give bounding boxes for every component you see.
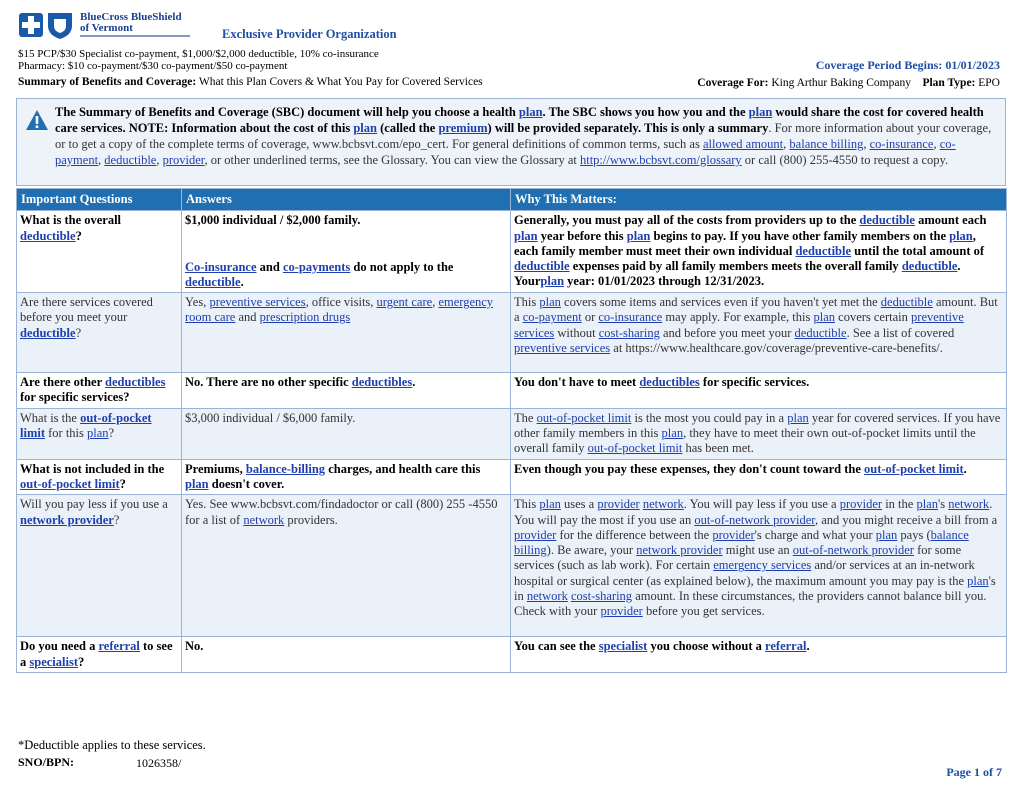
link-out-of-pocket-limit[interactable]: out-of-pocket limit xyxy=(864,461,964,476)
why-text: without xyxy=(554,325,599,340)
link-deductibles[interactable]: deductibles xyxy=(639,375,700,390)
answer-text: Yes, xyxy=(185,295,210,310)
answer-text: No. There are no other specific xyxy=(185,375,352,390)
question-text: to see a xyxy=(20,639,173,669)
coverage-for-value: King Arthur Baking Company xyxy=(771,77,911,89)
why-text: You don't have to meet xyxy=(514,375,640,390)
why-text: , they have to meet their own out-of-pocket limits until the overall family xyxy=(514,426,976,456)
question-text: for this xyxy=(45,426,88,441)
why-text: covers certain xyxy=(835,310,912,325)
link-deductible[interactable]: deductible xyxy=(104,153,157,167)
why-text: . xyxy=(963,461,967,476)
link-plan[interactable]: plan xyxy=(87,426,109,441)
link-deductible[interactable]: deductible xyxy=(514,259,570,274)
link-emergency-services[interactable]: emergency services xyxy=(713,558,812,573)
why-text: year for covered services. If you have other family members in this xyxy=(514,410,1001,441)
link-co-insurance[interactable]: Co-insurance xyxy=(185,259,257,274)
coverage-period: Coverage Period Begins: 01/01/2023 xyxy=(815,58,1000,72)
link-plan[interactable]: plan xyxy=(949,228,973,243)
why-text: or xyxy=(581,310,599,325)
why-cell xyxy=(511,373,1007,409)
notice-body: or call (800) 255-4550 to request a copy. xyxy=(741,153,949,167)
link-co-insurance[interactable]: co-insurance xyxy=(869,137,934,151)
plan-summary-line1: $15 PCP/$30 Specialist co-payment, $1,000/$2,000 deductible, 10% co-insurance xyxy=(18,48,379,60)
why-text: year before this xyxy=(537,228,627,243)
plan-summary-line2: Pharmacy: $10 co-payment/$30 co-payment/$50 co-payment xyxy=(18,60,288,72)
answer-text: . xyxy=(412,375,416,390)
why-text: uses a xyxy=(560,497,598,512)
why-text: The xyxy=(514,410,537,425)
link-plan[interactable]: plan xyxy=(518,105,543,119)
link-glossary[interactable]: http://www.bcbsvt.com/glossary xyxy=(579,153,742,167)
sbc-description: What this Plan Covers & What You Pay for Covered Services xyxy=(198,76,483,88)
notice-lead: . The SBC shows you how you and the xyxy=(542,105,749,119)
link-network[interactable]: network xyxy=(243,512,285,527)
link-allowed-amount[interactable]: allowed amount xyxy=(702,137,784,151)
link-provider[interactable]: provider xyxy=(597,497,640,512)
link-provider[interactable]: provider xyxy=(712,527,755,542)
answer-text: do not apply to the xyxy=(350,259,454,274)
question-text: ? xyxy=(108,426,115,441)
why-text: This xyxy=(514,497,540,512)
why-text: amount. But a xyxy=(514,295,998,325)
notice-lead: (called the xyxy=(377,121,439,135)
bcbs-logo xyxy=(18,10,198,44)
link-plan[interactable]: plan xyxy=(813,310,836,325)
link-urgent-care[interactable]: urgent care xyxy=(376,295,433,310)
why-text: is the most you could pay in a xyxy=(631,410,788,425)
why-cell xyxy=(511,459,1007,495)
link-deductible[interactable]: deductible xyxy=(880,295,933,310)
question-cell xyxy=(17,459,182,495)
answer-text: and xyxy=(256,259,283,274)
link-plan[interactable]: plan xyxy=(185,476,209,491)
sbc-label: Summary of Benefits and Coverage: xyxy=(18,76,197,88)
why-text: expenses paid by all family members meets the overall family xyxy=(569,259,902,274)
link-network[interactable]: network xyxy=(642,497,684,512)
answer-cell: No. xyxy=(182,637,511,673)
why-text: begins to pay. If you have other family members on the xyxy=(650,228,950,243)
link-out-of-pocket-limit[interactable]: out-of-pocket limit xyxy=(20,410,152,441)
logo-name-line2: of Vermont xyxy=(80,22,133,34)
question-text: ? xyxy=(119,476,126,491)
why-text: in the xyxy=(882,497,917,512)
link-plan[interactable]: plan xyxy=(626,228,651,243)
link-plan[interactable]: plan xyxy=(539,295,561,310)
why-text: for the difference between the xyxy=(556,527,713,542)
answer-text: providers. xyxy=(284,512,338,527)
link-deductible[interactable]: deductible xyxy=(794,325,847,340)
answer-cell xyxy=(182,293,511,373)
question-text: What is the xyxy=(20,410,81,425)
link-plan[interactable]: plan xyxy=(540,274,565,289)
why-text: . See a list of covered xyxy=(846,325,955,340)
link-deductible[interactable]: deductible xyxy=(185,274,241,289)
why-text: at https://www.healthcare.gov/coverage/preventive-care-benefits/. xyxy=(610,341,943,356)
why-text: and before you meet your xyxy=(659,325,795,340)
why-cell xyxy=(511,211,1007,293)
logo-name-line1: BlueCross BlueShield xyxy=(80,11,182,23)
why-text: amount each xyxy=(914,213,987,228)
plan-type-label: Plan Type: xyxy=(922,77,976,89)
link-out-of-pocket-limit[interactable]: out-of-pocket limit xyxy=(20,476,120,491)
question-cell xyxy=(17,637,182,673)
answer-cell: $3,000 individual / $6,000 family. xyxy=(182,408,511,459)
link-plan[interactable]: plan xyxy=(748,105,773,119)
notice-lead: ) will be provided separately xyxy=(487,121,638,135)
answer-cell xyxy=(182,495,511,637)
why-text: . You will pay the most if you use an xyxy=(514,497,993,527)
why-text: has been met. xyxy=(682,441,754,456)
notice-text: The Summary of Benefits and Coverage (SBC) document will help you choose a health plan. The SBC shows you how you and the plan would share the cost for covered health care services. NOTE: Information about the cost of this plan (called the premium) will be provided separately. This is only a summary. For more information about your coverage, or to get a copy of the complete terms of coverage, www.bcbsvt.com/epo_cert. For general definitions of common terms, such as allowed amount, balance billing, co-insurance, co-payment, deductible, provider, or other underlined terms, see the Glossary. You can view the Glossary at http://www.bcbsvt.com/glossary or call (800) 255-4550 to request a copy. xyxy=(55,105,992,167)
link-co-payment[interactable]: co-payment xyxy=(55,137,956,167)
answer-text: , office visits, xyxy=(305,295,377,310)
link-preventive-services[interactable]: preventive services xyxy=(514,310,964,340)
question-cell xyxy=(17,495,182,637)
link-referral[interactable]: referral xyxy=(765,639,807,654)
link-deductibles[interactable]: deductibles xyxy=(105,375,166,390)
answer-text: $1,000 individual / $2,000 family. xyxy=(185,213,361,228)
link-specialist[interactable]: specialist xyxy=(598,639,648,654)
link-provider[interactable]: provider xyxy=(839,497,883,512)
answer-text: , xyxy=(432,295,439,310)
question-text: for specific services? xyxy=(20,390,130,405)
deductible-footnote: *Deductible applies to these services. xyxy=(18,738,206,752)
sbc-title xyxy=(18,76,483,88)
link-cost-sharing[interactable]: cost-sharing xyxy=(598,325,660,340)
why-text: You can see the xyxy=(514,639,599,654)
question-text: Are there other xyxy=(20,375,106,390)
link-network-provider[interactable]: network provider xyxy=(636,543,723,558)
plan-type-value: EPO xyxy=(978,77,1000,89)
question-text: ? xyxy=(113,512,120,527)
plan-organization-title: Exclusive Provider Organization xyxy=(222,27,397,41)
why-text: before you get services. xyxy=(642,604,765,619)
answer-text: and xyxy=(235,310,260,325)
link-premium[interactable]: premium xyxy=(438,121,488,135)
link-balance-billing[interactable]: balance-billing xyxy=(245,461,326,476)
link-network[interactable]: network xyxy=(948,497,990,512)
link-prescription-drugs[interactable]: prescription drugs xyxy=(259,310,351,325)
notice-body: , or other underlined terms, see the Glossary. You can view the Glossary at xyxy=(204,153,580,167)
why-text: amount. In these circumstances, the providers cannot balance bill you. Check with your xyxy=(514,589,987,619)
question-text: What is the overall xyxy=(20,213,122,228)
link-plan[interactable]: plan xyxy=(514,228,538,243)
spacer xyxy=(185,229,507,260)
answer-text: Premiums, xyxy=(185,461,246,476)
why-text: , each family member must meet their own individual xyxy=(514,228,976,258)
link-out-of-network-provider[interactable]: out-of-network provider xyxy=(792,543,914,558)
question-cell xyxy=(17,211,182,293)
link-plan[interactable]: plan xyxy=(539,497,561,512)
table-row-not-included-oop xyxy=(17,459,1007,495)
link-network-provider[interactable]: network provider xyxy=(20,512,114,527)
link-deductible[interactable]: deductible xyxy=(795,243,852,258)
question-cell xyxy=(17,293,182,373)
notice-lead: . This is only a summary xyxy=(638,121,769,135)
why-cell xyxy=(511,293,1007,373)
table-row-out-of-pocket-limit xyxy=(17,408,1007,459)
logo-fine-print xyxy=(80,35,190,37)
why-text: you choose without a xyxy=(647,639,766,654)
link-plan[interactable]: plan xyxy=(875,527,898,542)
link-out-of-pocket-limit[interactable]: out-of-pocket limit xyxy=(587,441,683,456)
answer-text: charges, and health care this xyxy=(325,461,481,476)
why-text: ). Be aware, your xyxy=(546,543,637,558)
sbc-notice xyxy=(16,98,1006,186)
why-text: This xyxy=(514,295,540,310)
question-text: Will you pay less if you use a xyxy=(20,497,168,512)
why-text: 's charge and what your xyxy=(754,527,876,542)
link-provider[interactable]: provider xyxy=(162,153,205,167)
link-cost-sharing[interactable]: cost-sharing xyxy=(570,589,633,604)
sbc-table xyxy=(16,188,1007,673)
table-row-network-provider xyxy=(17,495,1007,637)
coverage-for xyxy=(697,77,1000,89)
table-row-services-before-deductible xyxy=(17,293,1007,373)
why-text: and/or services at an in-network hospital or surgical center (as explained below), the maximum amount you may pay is the xyxy=(514,558,975,588)
why-text: for specific services. xyxy=(699,375,810,390)
why-text: , and you might receive a bill from a xyxy=(814,512,998,527)
question-text: ? xyxy=(75,228,82,243)
link-preventive-services[interactable]: preventive services xyxy=(514,341,611,356)
link-preventive-services[interactable]: preventive services xyxy=(209,295,306,310)
why-text: until the total amount of xyxy=(851,243,985,258)
answer-cell xyxy=(182,373,511,409)
answer-cell xyxy=(182,459,511,495)
why-text: might use an xyxy=(722,543,793,558)
notice-lead: would share the cost for covered health care services. NOTE: Information about the cost of this xyxy=(55,105,984,135)
why-text: year: 01/01/2023 through 12/31/2023. xyxy=(564,274,765,289)
why-text: covers some items and services even if you haven't yet met the xyxy=(560,295,881,310)
table-row-referral xyxy=(17,637,1007,673)
why-text: 's in xyxy=(514,573,996,604)
page-number: Page 1 of 7 xyxy=(946,765,1002,779)
question-cell xyxy=(17,373,182,409)
link-plan[interactable]: plan xyxy=(787,410,809,425)
link-emergency-room-care[interactable]: emergency room care xyxy=(185,295,494,325)
link-deductible[interactable]: deductible xyxy=(859,213,915,228)
answer-cell xyxy=(182,211,511,293)
link-plan[interactable]: plan xyxy=(967,573,989,588)
link-plan[interactable]: plan xyxy=(353,121,377,135)
why-text: may apply. For example, this xyxy=(662,310,814,325)
link-co-payments[interactable]: co-payments xyxy=(282,259,351,274)
link-deductible[interactable]: deductible xyxy=(20,325,76,340)
question-text: What is not included in the xyxy=(20,461,165,476)
notice-lead: The Summary of Benefits and Coverage (SBC) document will help you choose a health xyxy=(55,105,519,119)
why-text: for some services (such as lab work). For certain xyxy=(514,543,962,573)
why-text: Even though you pay these expenses, they don't count toward the xyxy=(514,461,865,476)
link-plan[interactable]: plan xyxy=(661,426,684,441)
sno-bpn-label: SNO/BPN: xyxy=(18,755,75,769)
why-text: Generally, you must pay all of the costs from providers up to the xyxy=(514,213,860,228)
sno-bpn-value: 1026358/ xyxy=(136,756,182,770)
link-balance-billing[interactable]: balance billing xyxy=(789,137,864,151)
answer-text: Yes. See www.bcbsvt.com/findadoctor or call (800) 255 -4550 for a list of xyxy=(185,497,498,527)
answer-text: doesn't cover. xyxy=(208,476,285,491)
link-co-insurance[interactable]: co-insurance xyxy=(598,310,663,325)
link-balance-billing[interactable]: balance billing xyxy=(514,527,969,558)
warning-icon xyxy=(25,109,49,131)
table-row-deductible xyxy=(17,211,1007,293)
link-plan[interactable]: plan xyxy=(916,497,938,512)
coverage-for-label: Coverage For: xyxy=(697,77,769,89)
question-text: Are there services covered before you meet your xyxy=(20,295,153,325)
link-out-of-network-provider[interactable]: out-of-network provider xyxy=(694,512,815,527)
answer-text: . xyxy=(240,274,244,289)
why-text: pays ( xyxy=(897,527,931,542)
link-co-payment[interactable]: co-payment xyxy=(522,310,582,325)
table-header-row xyxy=(17,189,1007,211)
link-provider[interactable]: provider xyxy=(600,604,643,619)
why-text: . xyxy=(806,639,810,654)
link-referral[interactable]: referral xyxy=(98,639,140,654)
link-deductible[interactable]: deductible xyxy=(901,259,958,274)
link-specialist[interactable]: specialist xyxy=(29,654,78,669)
why-text: 's xyxy=(937,497,949,512)
question-text: ? xyxy=(75,325,82,340)
why-cell xyxy=(511,637,1007,673)
link-network[interactable]: network xyxy=(526,589,568,604)
header-why-this-matters: Why This Matters: xyxy=(511,189,1007,211)
link-deductibles[interactable]: deductibles xyxy=(351,375,413,390)
header-answers: Answers xyxy=(182,189,511,211)
why-text: . You will pay less if you use a xyxy=(683,497,840,512)
notice-body: . For more information about your coverage, or to get a copy of the complete terms of coverage, www.bcbsvt.com/epo_cert. For general definitions of common terms, such as xyxy=(55,121,992,151)
bluecross-blueshield-logo-icon xyxy=(18,10,76,40)
why-cell xyxy=(511,408,1007,459)
why-cell xyxy=(511,495,1007,637)
table-row-other-deductibles xyxy=(17,373,1007,409)
why-text: . Your xyxy=(514,259,961,289)
question-cell xyxy=(17,408,182,459)
link-provider[interactable]: provider xyxy=(514,527,557,542)
header-important-questions: Important Questions xyxy=(17,189,182,211)
link-deductible[interactable]: deductible xyxy=(20,228,76,243)
question-text: Do you need a xyxy=(20,639,99,654)
link-out-of-pocket-limit[interactable]: out-of-pocket limit xyxy=(536,410,632,425)
question-text: ? xyxy=(77,654,85,669)
